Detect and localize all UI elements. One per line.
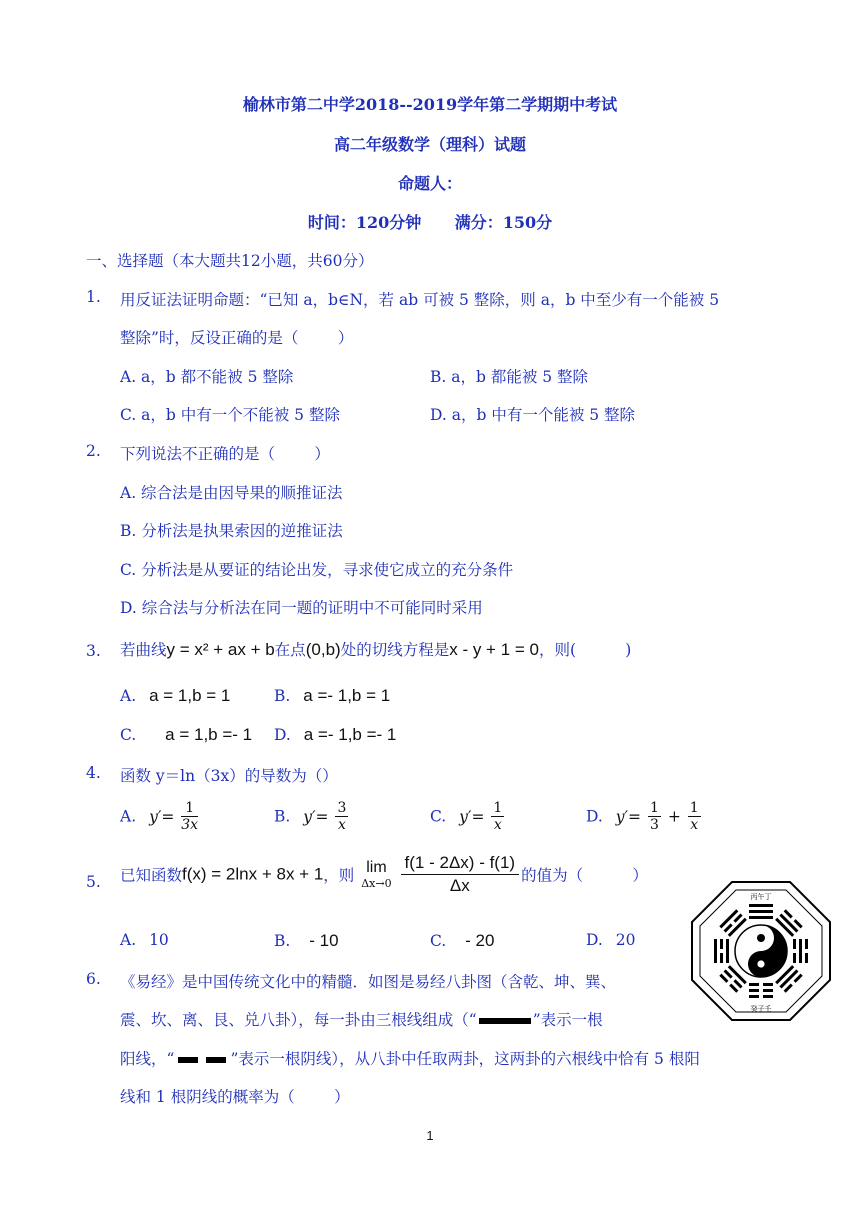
- option-d: [586, 931, 635, 949]
- option-b: [274, 931, 339, 951]
- question-number: 4.: [86, 764, 101, 782]
- question-stem: [120, 1008, 603, 1030]
- denominator: x: [493, 817, 502, 833]
- time-score-line: 时间：120分钟 满分：150分: [307, 213, 553, 232]
- stem-text: 已知函数: [120, 866, 183, 885]
- option-b: B. a，b 都能被 5 整除: [430, 368, 589, 386]
- question-stem: [120, 852, 648, 908]
- stem-text: 若曲线: [120, 641, 167, 659]
- question-stem: 用反证法证明命题：“已知 a，b∈N，若 ab 可被 5 整除，则 a，b 中至少有一个能被 5: [120, 291, 720, 309]
- option-a: [120, 931, 169, 949]
- option-b: [274, 800, 350, 833]
- fraction: [335, 800, 348, 833]
- denominator: x: [690, 817, 699, 833]
- option-label: A.: [120, 687, 137, 705]
- numerator: 1: [689, 800, 699, 816]
- denominator: 3x: [181, 817, 199, 833]
- math-lhs: y′=: [303, 807, 329, 826]
- option-b: [274, 686, 390, 706]
- math-expression: (0,b): [305, 640, 341, 659]
- math-expression: x - y + 1 = 0: [449, 640, 539, 659]
- stem-text: ，则: [323, 866, 355, 885]
- yin-line-left-icon: [178, 1057, 198, 1063]
- denominator: Δx: [449, 876, 470, 895]
- question-number: 2.: [86, 442, 101, 460]
- yin-line-right-icon: [206, 1057, 226, 1063]
- question-number: 6.: [86, 970, 101, 988]
- bagua-bottom-label: 癸子壬: [750, 1005, 772, 1013]
- limit-operator: [361, 859, 391, 890]
- option-value: 10: [149, 931, 169, 949]
- option-label: D.: [274, 726, 291, 744]
- option-a: [120, 686, 230, 706]
- option-a: A. a，b 都不能被 5 整除: [120, 368, 294, 386]
- stem-text: ”表示一根: [532, 1011, 603, 1029]
- math-lhs: y′=: [149, 807, 175, 826]
- numerator: 1: [649, 800, 659, 816]
- option-value: - 10: [309, 931, 339, 950]
- option-label: B.: [274, 932, 291, 950]
- math-expression: a = 1,b = 1: [149, 686, 231, 705]
- subject-title: 高二年级数学（理科）试题: [333, 135, 526, 154]
- option-c: [430, 931, 494, 951]
- option-d: [586, 800, 703, 833]
- math-lhs: y′=: [459, 807, 485, 826]
- math-lhs: y′=: [615, 807, 642, 826]
- math-expression: a =- 1,b =- 1: [303, 725, 397, 744]
- stem-text: ，则( ): [538, 641, 632, 659]
- fraction: [688, 800, 701, 833]
- option-value: 20: [615, 931, 636, 949]
- option-label: C.: [430, 807, 447, 826]
- question-stem: 《易经》是中国传统文化中的精髓．如图是易经八卦图（含乾、坤、巽、: [120, 973, 617, 991]
- question-stem: 下列说法不正确的是（ ）: [120, 445, 330, 463]
- denominator: 3: [649, 817, 659, 833]
- numerator: 3: [337, 800, 347, 816]
- option-label: A.: [120, 931, 137, 949]
- stem-text: ”表示一根阴线），从八卦中任取两卦，这两卦的六根线中恰有 5 根阳: [230, 1050, 700, 1068]
- question-stem: [120, 1047, 700, 1069]
- option-c: [430, 800, 506, 833]
- stem-text: 的值为（ ）: [521, 866, 648, 885]
- option-label: A.: [120, 807, 137, 826]
- school-title: 榆林市第二中学2018--2019学年第二学期期中考试: [242, 95, 618, 114]
- option-label: D.: [586, 931, 603, 949]
- question-stem: 函数 y＝ln（3x）的导数为（）: [120, 767, 338, 785]
- option-label: D.: [586, 807, 603, 826]
- option-a: A. 综合法是由因导果的顺推证法: [120, 484, 343, 502]
- option-d: [274, 725, 396, 745]
- math-expression: a =- 1,b = 1: [303, 686, 391, 705]
- option-d: D. 综合法与分析法在同一题的证明中不可能同时采用: [120, 599, 483, 617]
- option-label: B.: [274, 687, 291, 705]
- question-number: 5.: [86, 873, 101, 891]
- option-c: C. a，b 中有一个不能被 5 整除: [120, 406, 340, 424]
- option-label: B.: [274, 807, 291, 826]
- option-c: C. 分析法是从要证的结论出发，寻求使它成立的充分条件: [120, 561, 514, 579]
- option-label: C.: [430, 932, 447, 950]
- stem-text: 在点: [274, 641, 306, 659]
- denominator: x: [337, 817, 346, 833]
- question-number: 1.: [86, 288, 101, 306]
- option-c: [120, 725, 252, 745]
- option-value: - 20: [465, 931, 495, 950]
- fraction: [181, 800, 198, 833]
- stem-text: 阳线，“: [120, 1050, 175, 1068]
- fraction: [491, 800, 504, 833]
- page-number: 1: [426, 1128, 434, 1143]
- math-expression: f(x) = 2lnx + 8x + 1: [182, 864, 324, 884]
- fraction: [401, 852, 520, 897]
- fraction: [648, 800, 661, 833]
- question-stem: 线和 1 根阴线的概率为（ ）: [120, 1088, 350, 1106]
- stem-text: 处的切线方程是: [340, 641, 450, 659]
- yang-line-icon: [479, 1018, 531, 1024]
- bagua-top-label: 丙午丁: [750, 893, 772, 901]
- question-number: 3.: [86, 642, 101, 660]
- numerator: 1: [181, 800, 198, 817]
- numerator: f(1 - 2Δx) - f(1): [401, 852, 520, 875]
- lim-subscript: Δx→0: [361, 877, 392, 890]
- plus-sign: +: [667, 807, 681, 826]
- yin-yang-icon: [735, 925, 787, 977]
- question-stem: [120, 638, 631, 660]
- math-expression: a = 1,b =- 1: [165, 725, 253, 744]
- stem-text: 震、坎、离、艮、兑八卦），每一卦由三根线组成（“: [120, 1011, 477, 1029]
- option-a: [120, 800, 200, 833]
- question-stem: 整除”时，反设正确的是（ ）: [120, 329, 354, 347]
- math-expression: y = x² + ax + b: [166, 640, 275, 659]
- author-line: 命题人：: [397, 174, 462, 193]
- option-d: D. a，b 中有一个能被 5 整除: [430, 406, 636, 424]
- option-label: C.: [120, 726, 137, 744]
- bagua-diagram: [690, 880, 832, 1022]
- option-b: B. 分析法是执果索因的逆推证法: [120, 522, 343, 540]
- lim-text: lim: [366, 859, 387, 876]
- numerator: 1: [493, 800, 503, 816]
- section-heading: 一、选择题（本大题共12小题，共60分）: [86, 252, 374, 270]
